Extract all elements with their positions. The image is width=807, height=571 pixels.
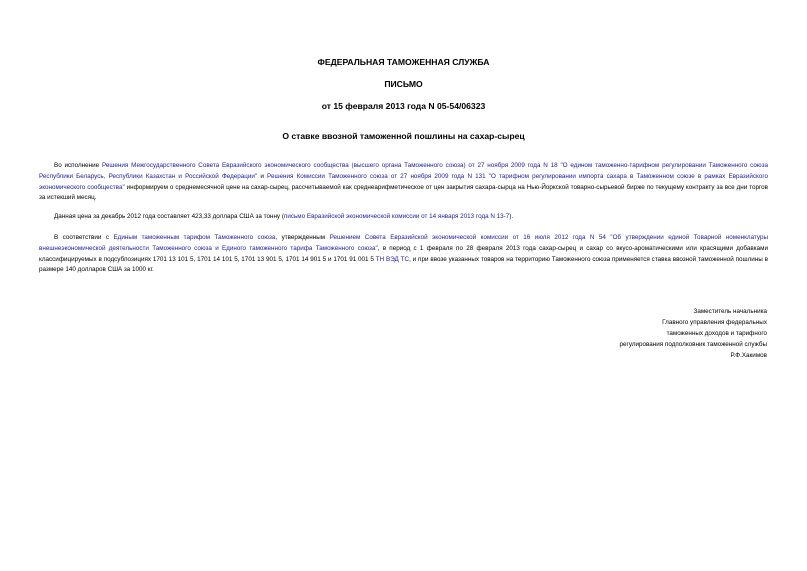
organization-title: ФЕДЕРАЛЬНАЯ ТАМОЖЕННАЯ СЛУЖБА — [317, 57, 490, 67]
signature-position-line: Заместитель начальника — [693, 308, 767, 315]
link-unified-customs-tariff[interactable]: Единым таможенным тарифом Таможенного союза — [113, 234, 276, 241]
link-decision-interstate-council[interactable]: Решения Межгосударственного Совета Евразийского экономического сообщества (высшего органа Таможенного союза) от 27 ноября 2009 года N 18 "О едином таможенно-тарифном регулировании Таможенного союза Республики Беларусь, Республики Казахстан и Российской Федерации" — [39, 162, 768, 180]
signature-block — [620, 306, 767, 361]
paragraph-text: , и при ввозе указанных товаров на территорию Таможенного союза применяется ставка ввозной таможенной пошлины в размере 140 долларов США за 1000 кг. — [39, 255, 769, 274]
paragraph-text: , утвержденным — [275, 234, 330, 241]
link-decision-customs-union-commission[interactable]: Решения Комиссии Таможенного союза от 27 ноября 2009 года N 131 "О тарифном регулировании импорта сахара в Таможенном союзе в рамках Евразийского экономического сообщества" — [39, 172, 768, 191]
document-subject: О ставке ввозной таможенной пошлины на сахар-сырец — [282, 131, 525, 141]
paragraph-text: информируем о среднемесячной цене на сахар-сырец, рассчитываемой как среднеарифметическое от цен закрытия сахара-сырца на Нью-Йоркской товарно-сырьевой бирже по текущему контракту за все дни торгов за истекший месяц. — [39, 183, 769, 202]
paragraph-text: , в период с 1 февраля по 28 февраля 2013 года сахар-сырец и сахар со вкусо-ароматическими или красящими добавками классифицируемых в подсубпозициях 1701 13 101 5, 1701 14 101 5, 1701 13 901 5, 1701 14 901 5 и 1701 91 001 5 — [39, 244, 768, 263]
link-tn-ved-ts[interactable]: ТН ВЭД ТС — [375, 255, 410, 263]
paragraph-text: Во исполнение — [54, 162, 102, 169]
paragraph-tariff — [39, 233, 768, 276]
paragraph-execution — [39, 161, 768, 204]
link-decision-eec-council[interactable]: Решением Совета Евразийской экономической комиссии от 16 июля 2012 года N 54 "Об утверждении единой Товарной номенклатуры внешнеэкономической деятельности Таможенного союза и Единого таможенного тарифа Таможенного союза" — [39, 234, 768, 252]
signature-position-line: Главного управления федеральных — [662, 319, 767, 326]
paragraph-text: В соответствии с — [54, 234, 114, 241]
paragraph-text: ). — [509, 213, 514, 220]
paragraph-text: Данная цена за декабрь 2012 года составляет 423,33 доллара США за тонну ( — [54, 213, 284, 220]
paragraph-price — [39, 212, 768, 223]
link-eec-letter[interactable]: письмо Евразийской экономической комиссии от 14 января 2013 года N 13-7 — [283, 213, 510, 220]
paragraph-text: и — [257, 172, 268, 180]
document-type: ПИСЬМО — [384, 79, 423, 89]
signature-position-line: таможенных доходов и тарифного — [666, 330, 767, 337]
signature-name: Р.Ф.Хакимов — [730, 352, 767, 359]
document-date-number: от 15 февраля 2013 года N 05-54/06323 — [321, 101, 486, 111]
signature-position-line: регулирования подполковник таможенной службы — [619, 341, 767, 348]
